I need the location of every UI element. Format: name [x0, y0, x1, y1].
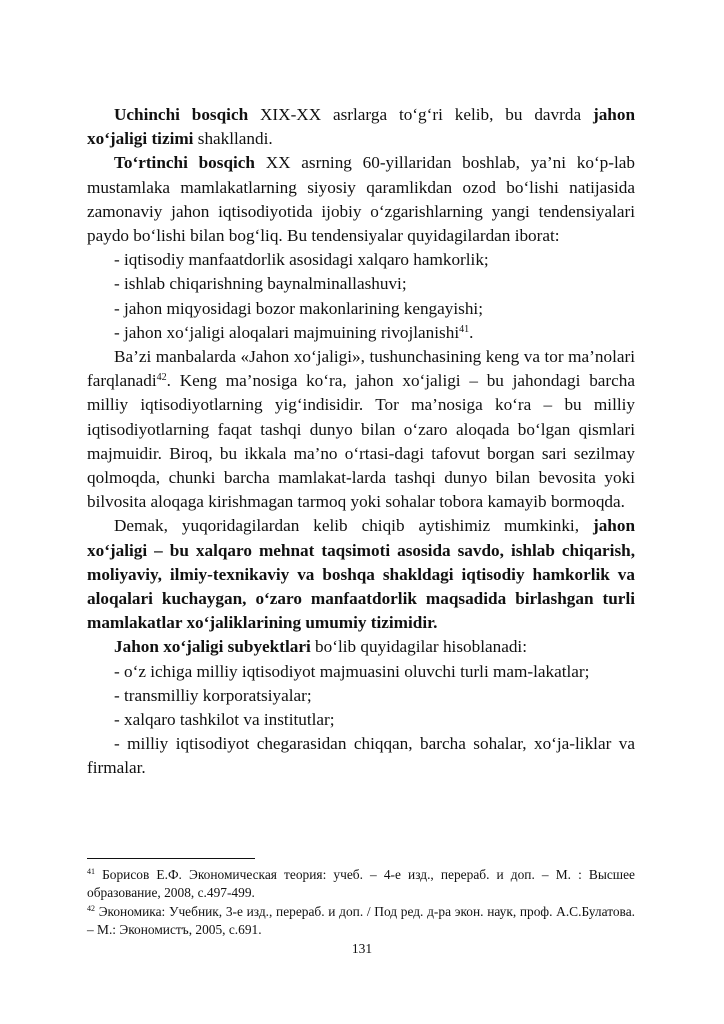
term-third-stage: Uchinchi bosqich [114, 105, 249, 124]
footnote-42 [87, 903, 635, 940]
paragraph-text: shakllandi. [193, 129, 273, 149]
paragraph-fourth-stage [87, 151, 635, 248]
list-item-text: - jahon xo‘jaligi aloqalari majmuining rivojlanishi [114, 322, 460, 342]
paragraph-text: bo‘lib quyidagilar hisoblanadi: [310, 637, 527, 657]
list-item-trend [87, 321, 635, 345]
footnotes [87, 866, 635, 940]
list-item-trend: - iqtisodiy manfaatdorlik asosidagi xalqaro hamkorlik; [114, 250, 489, 270]
paragraph-text: XX asrning 60-yillaridan boshlab, ya’ni ko‘p-lab mustamlaka mamlakatlarning siyosiy qaramlikdan ozod bo‘lishi natijasida zamonaviy jahon iqtisodiyotida ijobiy o‘zgarishlarning yangi tendensiyalari paydo bo‘lishi bilan bog‘liq. Bu tendensiyalar quyidagilardan iborat: [87, 153, 635, 246]
paragraph-text: Demak, yuqoridagilardan kelib chiqib aytishimiz mumkinki, [114, 516, 593, 536]
list-item-end: . [469, 322, 474, 342]
list-item-trend: - jahon miqyosidagi bozor makonlarining kengayishi; [114, 298, 483, 318]
footnote-number: 41 [87, 867, 95, 876]
footnote-ref-42: 42 [156, 372, 167, 384]
footnote-ref-41: 41 [459, 323, 470, 335]
paragraph-definitions [87, 345, 635, 514]
paragraph-third-stage [87, 103, 635, 151]
footnote-41 [87, 866, 635, 903]
list-item-subject: - o‘z ichiga milliy iqtisodiyot majmuasini oluvchi turli mam-lakatlar; [114, 661, 590, 681]
main-text [87, 103, 635, 781]
page-number: 131 [351, 941, 373, 956]
term-world-economy-subjects: Jahon xo‘jaligi subyektlari [114, 637, 311, 657]
list-item-subject: - transmilliy korporatsiyalar; [114, 685, 312, 705]
list-item-trend: - ishlab chiqarishning baynalminallashuvi; [114, 274, 407, 294]
world-economy-definition: jahon xo‘jaligi – bu xalqaro mehnat taqsimoti asosida savdo, ishlab chiqarish, moliyaviy, ilmiy-texnikaviy va boshqa shakldagi iqtisodiy hamkorlik va aloqalari kuchaygan, o‘zaro manfaatdorlik maqsadida birlashgan turli mamlakatlar xo‘jaliklarining umumiy tizimidir. [87, 516, 635, 633]
term-world-economy-system: jahon xo‘jaligi tizimi [87, 105, 635, 149]
footnote-text: Экономика: Учебник, 3-е изд., перераб. и доп. / Под ред. д-ра экон. наук, проф. А.С.Булатова. – М.: Экономистъ, 2005, с.691. [87, 903, 635, 938]
paragraph-text: . Keng ma’nosiga ko‘ra, jahon xo‘jaligi – bu jahondagi barcha milliy iqtisodiyotlarning yig‘indisidir. Tor ma’nosiga ko‘ra – bu milliy iqtisodiyotlarning faqat tashqi dunyo bilan o‘zaro aloqada bo‘lgan qismlari majmuidir. Biroq, bu ikkala ma’no o‘rtasi-dagi tafovut borgan sari sezilmay qolmoqda, chunki barcha mamlakat-larda tashqi dunyo bilan bevosita yoki bilvosita aloqaga kirishmagan tarmoq yoki sohalar tobora kamayib bormoqda. [87, 371, 635, 512]
list-item-subject: - milliy iqtisodiyot chegarasidan chiqqan, barcha sohalar, xo‘ja-liklar va firmalar. [87, 734, 635, 778]
paragraph-conclusion [87, 514, 635, 635]
paragraph-text: Ba’zi manbalarda «Jahon xo‘jaligi», tushunchasining keng va tor ma’nolari farqlanadi [87, 347, 635, 391]
footnote-divider [87, 858, 255, 859]
footnote-number: 42 [87, 903, 95, 913]
list-item-subject: - xalqaro tashkilot va institutlar; [114, 710, 335, 730]
footnote-text: Борисов Е.Ф. Экономическая теория: учеб. – 4-е изд., перераб. и доп. – М. : Высшее образование, 2008, с.497-499. [87, 867, 635, 901]
term-fourth-stage: To‘rtinchi bosqich [114, 153, 255, 173]
paragraph-subjects [87, 635, 635, 659]
paragraph-text: XIX-XX asrlarga to‘g‘ri kelib, bu davrda [248, 105, 593, 124]
